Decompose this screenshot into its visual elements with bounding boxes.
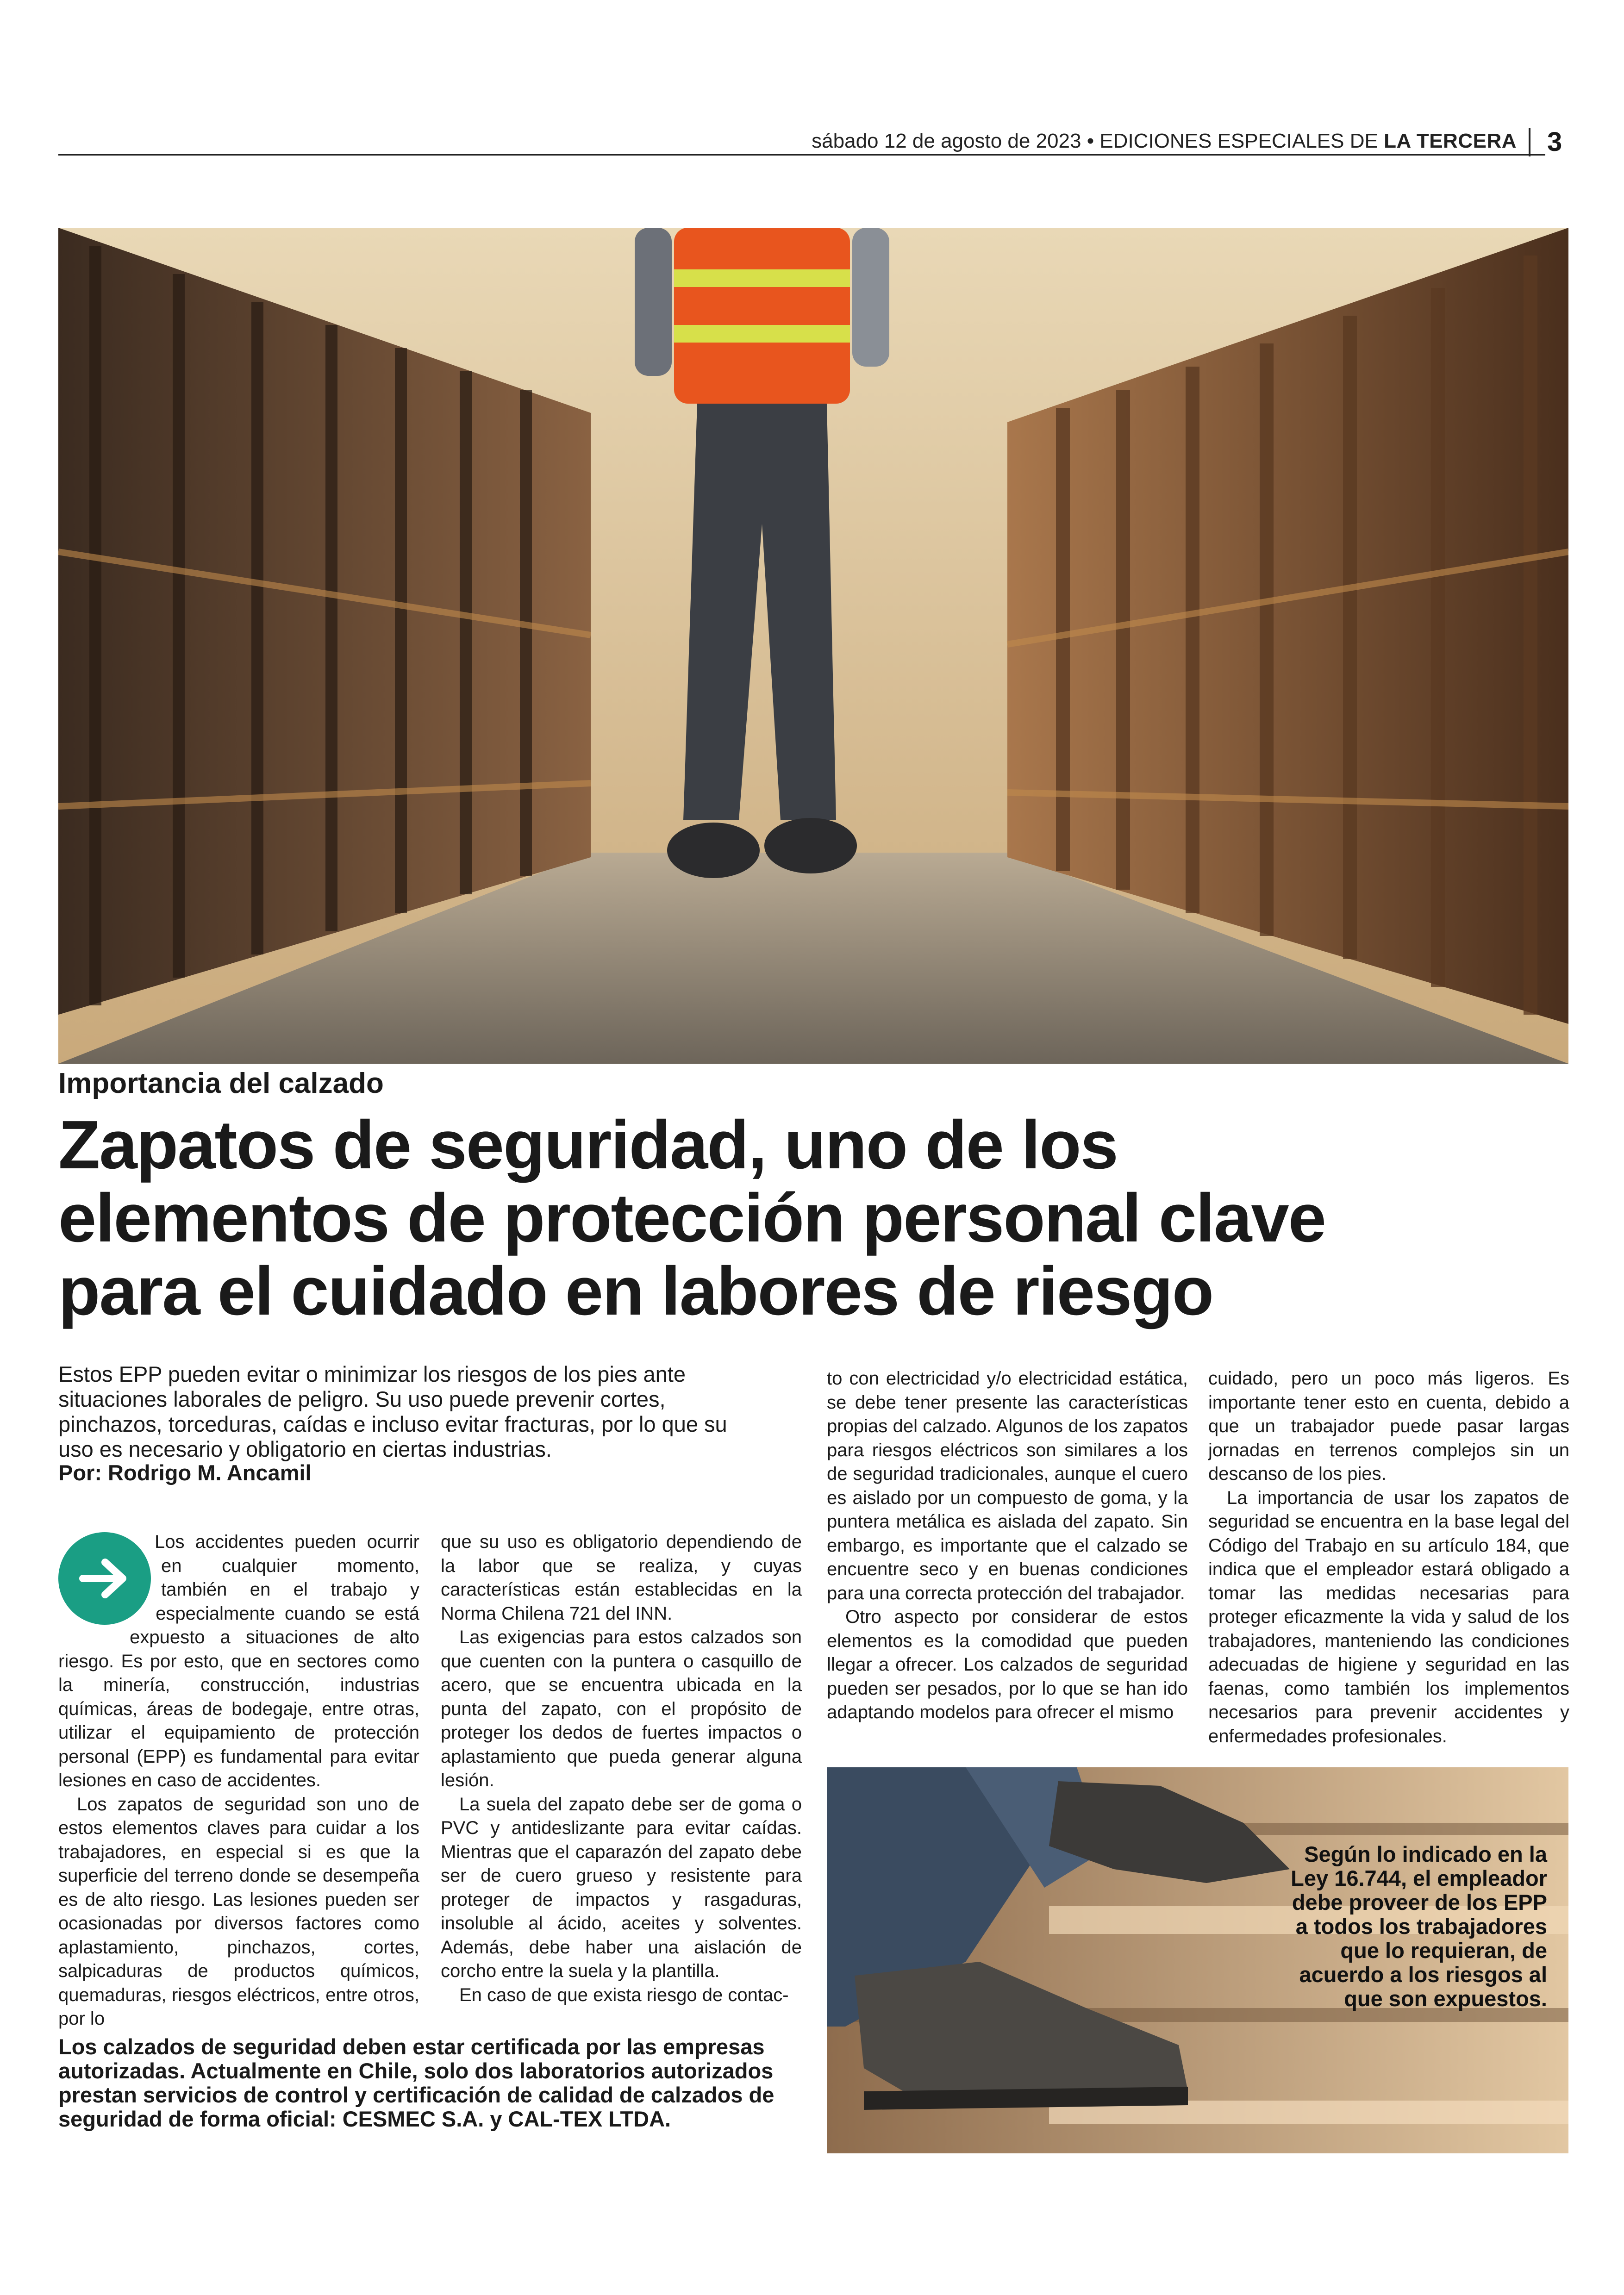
body-paragraph: Los zapatos de seguridad son uno de estos elementos claves para cuidar a los trabajadores, en especial si es que la superficie del terreno donde se desempeña es de alto riesgo. Las lesiones pueden ser ocasionadas por diversos factores como aplastamiento, pinchazos, cortes, salpicaduras de productos químicos, quemaduras, riesgos eléctricos, entre otros, por lo	[58, 1794, 419, 2029]
law-callout: Según lo indicado en la Ley 16.744, el empleador debe proveer de los EPP a todos los trabajadores que lo requieran, de acuerdo a los riesgos al que son expuestos.	[1291, 1842, 1547, 2011]
body-paragraph: Los accidentes pueden ocurrir en cualquier momento, también en el trabajo y especialmente cuando se está expuesto a situaciones de alto riesgo. Es por esto, que en sectores como la minería, construcción, industrias químicas, áreas de bodegaje, entre otras, utilizar el equipamiento de protección personal (EPP) es fundamental para evitar lesiones en caso de accidentes.	[58, 1532, 419, 1790]
body-column-2	[441, 1530, 802, 2007]
body-column-1	[58, 1530, 419, 2031]
body-paragraph: to con electricidad y/o electricidad estática, se debe tener presente las características propias del calzado. Algunos de los zapatos para riesgos eléctricos son similares a los de seguridad tradicionales, aunque el cuero es aislado por un compuesto de goma, y la puntera metálica es aislada del zapato. Sin embargo, es importante que el calzado se encuentre seco y en buenas condiciones para una correcta protección del trabajador.	[827, 1368, 1188, 1603]
headline-line: Zapatos de seguridad, uno de los	[58, 1107, 1118, 1183]
body-column-4	[1208, 1367, 1569, 1748]
article-kicker: Importancia del calzado	[58, 1067, 384, 1099]
header-date-section: sábado 12 de agosto de 2023 • EDICIONES ESPECIALES DE	[812, 130, 1378, 152]
certification-note: Los calzados de seguridad deben estar certificada por las empresas autorizadas. Actualmente en Chile, solo dos laboratorios autorizados prestan servicios de control y certificación de calidad de calzados de seguridad de forma oficial: CESMEC S.A. y CAL-TEX LTDA.	[58, 2034, 775, 2131]
article-byline: Por: Rodrigo M. Ancamil	[58, 1460, 312, 1485]
body-paragraph: En caso de que exista riesgo de contac-	[459, 1984, 789, 2005]
page-header	[812, 130, 1517, 153]
article-standfirst: Estos EPP pueden evitar o minimizar los riesgos de los pies ante situaciones laborales de peligro. Su uso puede prevenir cortes, pinchazos, torceduras, caídas e incluso evitar fracturas, por lo que su uso es necesario y obligatorio en ciertas industrias.	[58, 1362, 727, 1461]
body-paragraph: La suela del zapato debe ser de goma o PVC y antideslizante para evitar caídas. Mientras que el caparazón del zapato debe ser de cuero grueso y resistente para proteger de impactos y rasgaduras, insoluble al ácido, aceites y solventes. Además, debe haber una aislación de corcho entre la suela y la plantilla.	[441, 1794, 802, 1981]
header-rule	[58, 154, 1545, 156]
arrow-right-icon	[58, 1532, 151, 1625]
body-paragraph: La importancia de usar los zapatos de seguridad se encuentra en la base legal del Código del Trabajo en su artículo 184, que indica que el empleador estará obligado a tomar las medidas necesarias para proteger eficazmente la vida y salud de los trabajadores, manteniendo las condiciones adecuadas de higiene y seguridad en las faenas, como también los implementos necesarios para prevenir accidentes y enfermedades profesionales.	[1208, 1487, 1569, 1746]
article-headline	[58, 1109, 1577, 1328]
body-paragraph: que su uso es obligatorio dependiendo de la labor que se realiza, y cuyas características están establecidas en la Norma Chilena 721 del INN.	[441, 1532, 802, 1624]
body-paragraph: Las exigencias para estos calzados son que cuenten con la puntera o casquillo de acero, que se encuentra ubicada en la punta del zapato, con el propósito de proteger los dedos de fuertes impactos o aplastamiento que pueda generar alguna lesión.	[441, 1627, 802, 1790]
body-column-3	[827, 1367, 1188, 1725]
body-paragraph: cuidado, pero un poco más ligeros. Es importante tener esto en cuenta, debido a que un trabajador puede pasar largas jornadas en terrenos complejos sin un descanso de los pies.	[1208, 1368, 1569, 1484]
body-paragraph: Otro aspecto por considerar de estos elementos es la comodidad que pueden llegar a ofrecer. Los calzados de seguridad pueden ser pesados, por lo que se han ido adaptando modelos para ofrecer el mismo	[827, 1607, 1188, 1722]
headline-line: elementos de protección personal clave	[58, 1180, 1326, 1256]
hero-photo-worker-walkway	[58, 228, 1568, 1064]
page-number: 3	[1547, 127, 1562, 157]
headline-line: para el cuidado en labores de riesgo	[58, 1253, 1213, 1329]
page-number-divider	[1529, 128, 1530, 156]
header-brand: LA TERCERA	[1384, 130, 1517, 152]
